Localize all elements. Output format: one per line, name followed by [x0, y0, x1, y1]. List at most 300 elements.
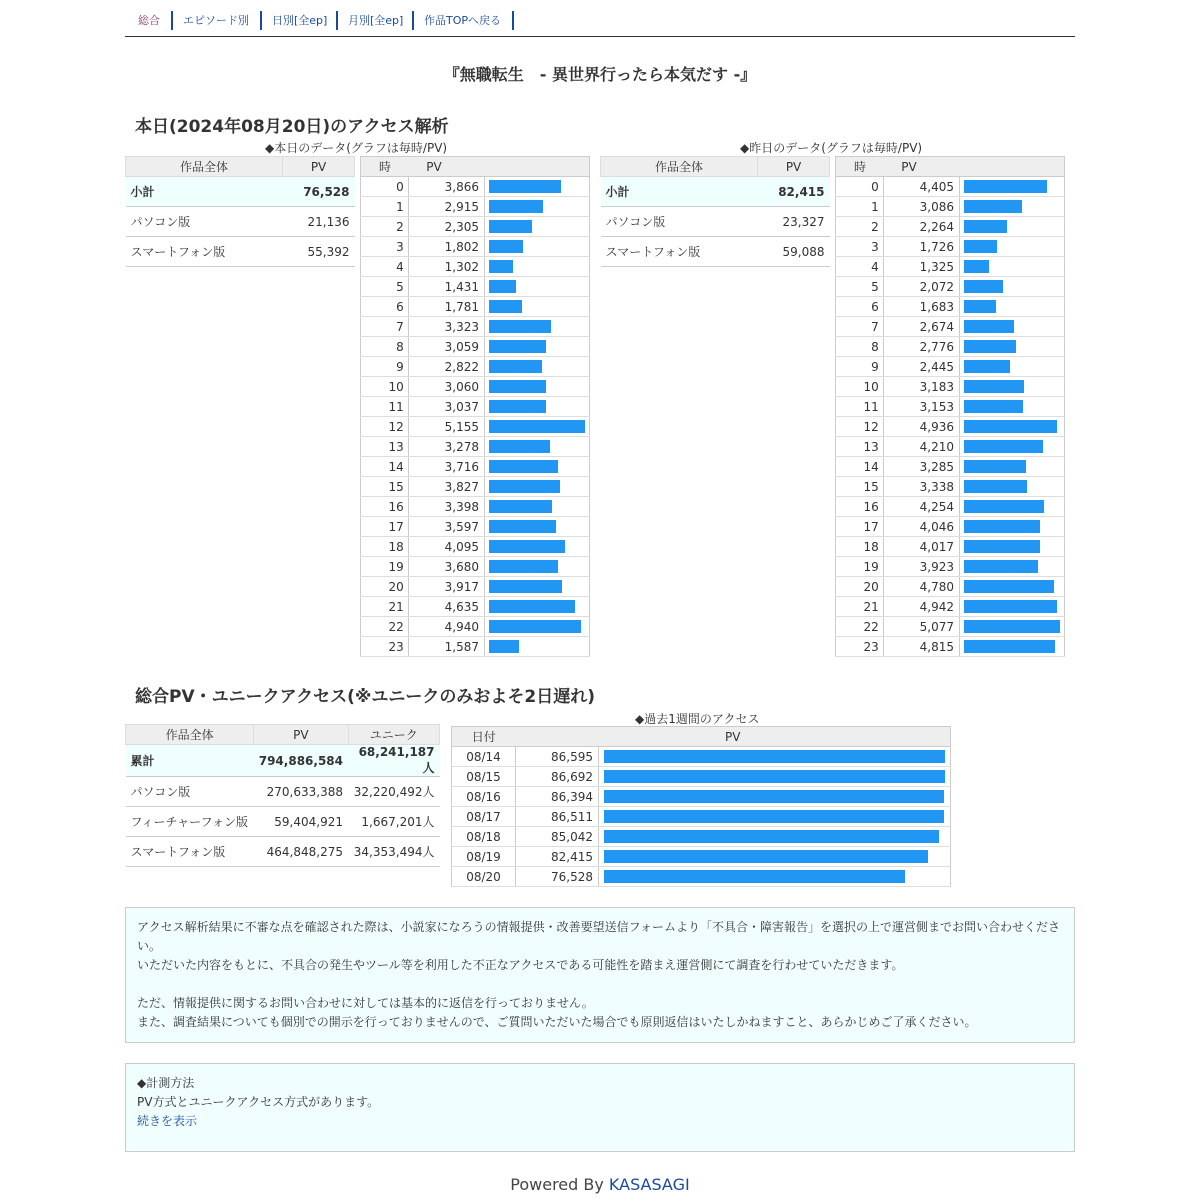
hour-cell: 21	[836, 597, 884, 617]
hour-cell: 1	[361, 197, 409, 217]
table-row	[836, 417, 1065, 437]
hour-cell: 15	[836, 477, 884, 497]
bar-cell	[960, 517, 1065, 537]
table-row	[836, 217, 1065, 237]
col-hour: 時	[361, 157, 409, 177]
table-row	[361, 417, 590, 437]
col-hour: 時	[836, 157, 884, 177]
row-pv: 21,136	[283, 207, 355, 237]
table-row	[452, 787, 951, 807]
table-row	[361, 277, 590, 297]
bar-cell	[960, 197, 1065, 217]
pv-bar	[964, 400, 1023, 413]
hour-cell: 20	[836, 577, 884, 597]
bar-cell	[485, 377, 590, 397]
date-cell: 08/17	[452, 807, 516, 827]
yesterday-caption: ◆昨日のデータ(グラフは毎時/PV)	[740, 141, 923, 155]
table-row	[601, 207, 830, 237]
pv-cell: 5,077	[883, 617, 959, 637]
week-caption: ◆過去1週間のアクセス	[635, 712, 760, 726]
pv-bar	[489, 340, 546, 353]
col-pv: PV	[283, 157, 355, 177]
bar-cell	[485, 517, 590, 537]
table-row	[361, 217, 590, 237]
total-summary-table	[125, 724, 440, 867]
bar-cell	[960, 357, 1065, 377]
pv-cell: 2,776	[883, 337, 959, 357]
col-unique: ユニーク	[348, 725, 440, 745]
table-row	[836, 337, 1065, 357]
yesterday-summary-table	[600, 156, 830, 267]
hour-cell: 15	[361, 477, 409, 497]
pv-cell: 3,917	[408, 577, 484, 597]
bar-cell	[960, 377, 1065, 397]
pv-bar	[489, 220, 532, 233]
hour-cell: 10	[836, 377, 884, 397]
row-pv: 464,848,275	[254, 837, 348, 867]
pv-cell: 4,046	[883, 517, 959, 537]
table-row	[836, 397, 1065, 417]
pv-bar	[964, 580, 1054, 593]
pv-cell: 3,278	[408, 437, 484, 457]
row-label: パソコン版	[601, 207, 758, 237]
bar-cell	[960, 257, 1065, 277]
pv-cell: 3,866	[408, 177, 484, 197]
nav-daily[interactable]: 日別[全ep]	[272, 14, 328, 27]
pv-bar	[964, 620, 1060, 633]
pv-bar	[964, 420, 1057, 433]
bar-cell	[960, 537, 1065, 557]
bar-cell	[485, 337, 590, 357]
nav-separator	[512, 11, 514, 30]
table-row	[836, 237, 1065, 257]
pv-bar	[964, 240, 997, 253]
table-row	[601, 177, 830, 207]
pv-bar	[489, 460, 558, 473]
today-summary-table	[125, 156, 355, 267]
table-row	[361, 377, 590, 397]
table-row	[361, 517, 590, 537]
table-row	[361, 577, 590, 597]
row-pv: 270,633,388	[254, 777, 348, 807]
table-row	[361, 297, 590, 317]
pv-cell: 1,302	[408, 257, 484, 277]
pv-cell: 1,781	[408, 297, 484, 317]
pv-cell: 3,923	[883, 557, 959, 577]
pv-cell: 3,597	[408, 517, 484, 537]
table-row	[361, 617, 590, 637]
hour-cell: 8	[836, 337, 884, 357]
today-heading: 本日(2024年08月20日)のアクセス解析	[135, 117, 449, 137]
hour-cell: 19	[836, 557, 884, 577]
bar-cell	[485, 257, 590, 277]
pv-cell: 2,445	[883, 357, 959, 377]
hour-cell: 9	[836, 357, 884, 377]
notice-box	[125, 907, 1075, 1043]
pv-bar	[489, 580, 562, 593]
pv-bar	[604, 750, 945, 763]
bar-cell	[599, 827, 951, 847]
pv-bar	[489, 520, 556, 533]
row-unique: 1,667,201人	[348, 807, 440, 837]
pv-bar	[964, 360, 1010, 373]
row-pv: 59,088	[758, 237, 830, 267]
kasasagi-link[interactable]: KASASAGI	[608, 1175, 690, 1194]
pv-cell: 86,394	[516, 787, 599, 807]
hour-cell: 11	[361, 397, 409, 417]
pv-bar	[489, 260, 513, 273]
bar-cell	[485, 437, 590, 457]
col-pv: PV	[758, 157, 830, 177]
col-scope: 作品全体	[601, 157, 758, 177]
hour-cell: 23	[361, 637, 409, 657]
bar-cell	[485, 617, 590, 637]
pv-cell: 3,059	[408, 337, 484, 357]
pv-cell: 3,323	[408, 317, 484, 337]
table-row	[361, 637, 590, 657]
pv-bar	[489, 200, 543, 213]
today-caption: ◆本日のデータ(グラフは毎時/PV)	[265, 141, 448, 155]
pv-cell: 2,822	[408, 357, 484, 377]
table-row	[836, 437, 1065, 457]
hour-cell: 3	[836, 237, 884, 257]
pv-cell: 4,942	[883, 597, 959, 617]
total-heading: 総合PV・ユニークアクセス(※ユニークのみおよそ2日遅れ)	[135, 687, 595, 707]
row-label: パソコン版	[126, 777, 254, 807]
hour-cell: 8	[361, 337, 409, 357]
hour-cell: 11	[836, 397, 884, 417]
pv-bar	[964, 280, 1003, 293]
week-table	[451, 726, 951, 887]
nav-monthly[interactable]: 月別[全ep]	[348, 14, 404, 27]
table-row	[836, 357, 1065, 377]
bar-cell	[960, 417, 1065, 437]
table-row	[836, 277, 1065, 297]
hour-cell: 17	[836, 517, 884, 537]
pv-bar	[489, 380, 546, 393]
nav-overall[interactable]: 総合	[138, 14, 160, 27]
table-row	[452, 867, 951, 887]
pv-bar	[964, 560, 1038, 573]
pv-cell: 3,060	[408, 377, 484, 397]
pv-cell: 1,325	[883, 257, 959, 277]
row-label: パソコン版	[126, 207, 283, 237]
table-row	[361, 337, 590, 357]
hour-cell: 23	[836, 637, 884, 657]
table-row	[452, 827, 951, 847]
table-row	[452, 747, 951, 767]
bar-cell	[485, 277, 590, 297]
table-row	[361, 177, 590, 197]
pv-cell: 4,254	[883, 497, 959, 517]
hour-cell: 2	[361, 217, 409, 237]
table-row	[836, 537, 1065, 557]
pv-cell: 86,511	[516, 807, 599, 827]
pv-bar	[489, 420, 585, 433]
bar-cell	[599, 747, 951, 767]
pv-cell: 4,210	[883, 437, 959, 457]
date-cell: 08/16	[452, 787, 516, 807]
bar-cell	[960, 217, 1065, 237]
pv-bar	[604, 850, 928, 863]
pv-bar	[489, 360, 542, 373]
row-pv: 794,886,584	[254, 745, 348, 777]
bar-cell	[599, 867, 951, 887]
pv-cell: 4,940	[408, 617, 484, 637]
pv-cell: 1,587	[408, 637, 484, 657]
pv-cell: 4,095	[408, 537, 484, 557]
bar-cell	[485, 237, 590, 257]
pv-bar	[964, 540, 1040, 553]
hour-cell: 0	[361, 177, 409, 197]
notice-line: また、調査結果についても個別での開示を行っておりませんので、ご質問いただいた場合でも原則返信はいたしかねますこと、あらかじめご了承ください。	[137, 1015, 977, 1029]
pv-cell: 3,338	[883, 477, 959, 497]
col-scope: 作品全体	[126, 725, 254, 745]
row-unique: 32,220,492人	[348, 777, 440, 807]
pv-bar	[604, 770, 945, 783]
pv-bar	[489, 640, 519, 653]
pv-cell: 2,305	[408, 217, 484, 237]
pv-bar	[489, 300, 522, 313]
pv-cell: 1,431	[408, 277, 484, 297]
method-text: PV方式とユニークアクセス方式があります。	[137, 1095, 380, 1109]
pv-cell: 4,780	[883, 577, 959, 597]
today-hourly-table	[360, 156, 590, 657]
hour-cell: 14	[836, 457, 884, 477]
col-scope: 作品全体	[126, 157, 283, 177]
table-row	[126, 777, 440, 807]
bar-cell	[960, 497, 1065, 517]
table-row	[452, 847, 951, 867]
notice-line: アクセス解析結果に不審な点を確認された際は、小説家になろうの情報提供・改善要望送信フォームより「不具合・障害報告」を選択の上で運営側までお問い合わせください。	[137, 920, 1061, 953]
pv-bar	[964, 380, 1024, 393]
pv-cell: 1,683	[883, 297, 959, 317]
hour-cell: 14	[361, 457, 409, 477]
pv-bar	[964, 600, 1057, 613]
pv-bar	[489, 600, 575, 613]
hour-cell: 10	[361, 377, 409, 397]
hour-cell: 12	[836, 417, 884, 437]
bar-cell	[485, 197, 590, 217]
bar-cell	[599, 767, 951, 787]
row-unique: 34,353,494人	[348, 837, 440, 867]
col-pv: PV	[254, 725, 348, 745]
bar-cell	[960, 277, 1065, 297]
hour-cell: 5	[361, 277, 409, 297]
pv-bar	[964, 640, 1055, 653]
pv-cell: 76,528	[516, 867, 599, 887]
pv-bar	[964, 220, 1007, 233]
bar-cell	[599, 847, 951, 867]
hour-cell: 12	[361, 417, 409, 437]
pv-cell: 85,042	[516, 827, 599, 847]
col-pv: PV	[408, 157, 589, 177]
row-label: 累計	[126, 745, 254, 777]
pv-bar	[964, 520, 1040, 533]
nav-work-top[interactable]: 作品TOPへ戻る	[424, 14, 502, 27]
pv-cell: 82,415	[516, 847, 599, 867]
bar-cell	[485, 357, 590, 377]
pv-cell: 4,815	[883, 637, 959, 657]
bar-cell	[960, 237, 1065, 257]
hour-cell: 22	[836, 617, 884, 637]
pv-bar	[964, 500, 1044, 513]
pv-bar	[489, 400, 546, 413]
date-cell: 08/19	[452, 847, 516, 867]
table-row	[361, 237, 590, 257]
table-row	[361, 477, 590, 497]
col-pv: PV	[516, 727, 951, 747]
pv-bar	[964, 180, 1047, 193]
hour-cell: 6	[836, 297, 884, 317]
hour-cell: 18	[836, 537, 884, 557]
table-row	[836, 497, 1065, 517]
pv-bar	[489, 560, 558, 573]
bar-cell	[485, 497, 590, 517]
pv-bar	[964, 440, 1043, 453]
bar-cell	[960, 297, 1065, 317]
pv-cell: 3,037	[408, 397, 484, 417]
pv-bar	[489, 540, 565, 553]
hour-cell: 7	[836, 317, 884, 337]
pv-cell: 86,595	[516, 747, 599, 767]
pv-bar	[604, 810, 944, 823]
nav-separator	[412, 11, 414, 30]
pv-bar	[604, 790, 944, 803]
pv-bar	[964, 260, 989, 273]
show-more-link[interactable]: 続きを表示	[137, 1114, 198, 1128]
bar-cell	[485, 317, 590, 337]
pv-cell: 1,726	[883, 237, 959, 257]
nav-episode[interactable]: エピソード別	[183, 14, 249, 27]
table-row	[452, 767, 951, 787]
yesterday-hourly-table	[835, 156, 1065, 657]
pv-bar	[489, 240, 523, 253]
page-title: 『無職転生 - 異世界行ったら本気だす -』	[443, 65, 757, 84]
hour-cell: 5	[836, 277, 884, 297]
table-row	[836, 577, 1065, 597]
table-row	[452, 807, 951, 827]
row-pv: 59,404,921	[254, 807, 348, 837]
table-row	[836, 477, 1065, 497]
row-label: フィーチャーフォン版	[126, 807, 254, 837]
bar-cell	[485, 477, 590, 497]
table-row	[126, 177, 355, 207]
pv-cell: 3,153	[883, 397, 959, 417]
bar-cell	[485, 417, 590, 437]
pv-bar	[489, 280, 516, 293]
hour-cell: 13	[836, 437, 884, 457]
bar-cell	[485, 577, 590, 597]
bar-cell	[485, 637, 590, 657]
hour-cell: 20	[361, 577, 409, 597]
pv-cell: 3,398	[408, 497, 484, 517]
hour-cell: 0	[836, 177, 884, 197]
hour-cell: 9	[361, 357, 409, 377]
table-row	[836, 517, 1065, 537]
pv-bar	[489, 480, 560, 493]
pv-cell: 2,264	[883, 217, 959, 237]
bar-cell	[485, 537, 590, 557]
bar-cell	[960, 617, 1065, 637]
pv-bar	[964, 340, 1016, 353]
pv-bar	[604, 830, 939, 843]
notice-line: ただ、情報提供に関するお問い合わせに対しては基本的に返信を行っておりません。	[137, 996, 594, 1010]
table-row	[361, 437, 590, 457]
pv-cell: 2,915	[408, 197, 484, 217]
bar-cell	[485, 557, 590, 577]
pv-bar	[604, 870, 905, 883]
hour-cell: 4	[836, 257, 884, 277]
top-nav	[125, 10, 1075, 37]
date-cell: 08/14	[452, 747, 516, 767]
row-label: スマートフォン版	[601, 237, 758, 267]
bar-cell	[485, 297, 590, 317]
hour-cell: 2	[836, 217, 884, 237]
pv-cell: 3,827	[408, 477, 484, 497]
bar-cell	[485, 457, 590, 477]
footer-prefix: Powered By	[510, 1175, 609, 1194]
table-row	[836, 617, 1065, 637]
bar-cell	[960, 457, 1065, 477]
method-box	[125, 1063, 1075, 1152]
table-row	[836, 257, 1065, 277]
pv-cell: 3,086	[883, 197, 959, 217]
table-row	[361, 557, 590, 577]
date-cell: 08/18	[452, 827, 516, 847]
hour-cell: 16	[836, 497, 884, 517]
row-label: 小計	[601, 177, 758, 207]
hour-cell: 16	[361, 497, 409, 517]
nav-separator	[260, 11, 262, 30]
bar-cell	[960, 337, 1065, 357]
bar-cell	[960, 477, 1065, 497]
row-label: 小計	[126, 177, 283, 207]
pv-bar	[489, 320, 551, 333]
nav-separator	[336, 11, 338, 30]
table-row	[126, 207, 355, 237]
hour-cell: 18	[361, 537, 409, 557]
row-pv: 76,528	[283, 177, 355, 207]
pv-cell: 4,936	[883, 417, 959, 437]
method-title: ◆計測方法	[137, 1076, 195, 1090]
pv-cell: 4,405	[883, 177, 959, 197]
row-label: スマートフォン版	[126, 837, 254, 867]
table-row	[361, 397, 590, 417]
pv-bar	[489, 620, 581, 633]
table-row	[836, 457, 1065, 477]
pv-cell: 4,635	[408, 597, 484, 617]
bar-cell	[960, 437, 1065, 457]
pv-cell: 4,017	[883, 537, 959, 557]
date-cell: 08/20	[452, 867, 516, 887]
pv-cell: 3,680	[408, 557, 484, 577]
hour-cell: 3	[361, 237, 409, 257]
table-row	[361, 457, 590, 477]
table-row	[836, 297, 1065, 317]
bar-cell	[960, 637, 1065, 657]
bar-cell	[485, 397, 590, 417]
table-row	[836, 317, 1065, 337]
table-row	[126, 837, 440, 867]
pv-cell: 3,716	[408, 457, 484, 477]
table-row	[361, 357, 590, 377]
hour-cell: 17	[361, 517, 409, 537]
bar-cell	[960, 557, 1065, 577]
table-row	[836, 177, 1065, 197]
pv-cell: 3,285	[883, 457, 959, 477]
table-row	[836, 377, 1065, 397]
